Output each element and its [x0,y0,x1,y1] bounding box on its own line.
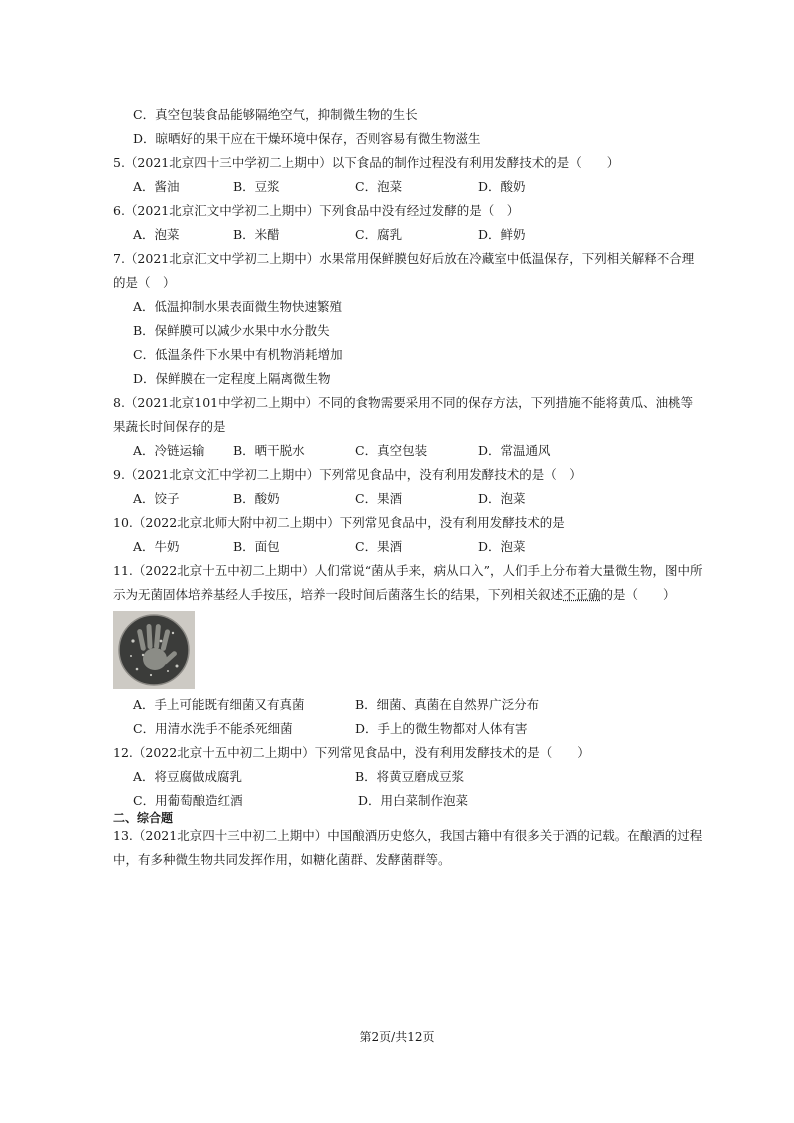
q11-option-b: B．细菌、真菌在自然界广泛分布 [355,697,540,712]
q10-option-b: B．面包 [233,539,280,554]
q8-option-b: B．晒干脱水 [233,443,305,458]
section-heading: 二、综合题 [113,811,174,825]
q10-option-c: C．果酒 [355,539,403,554]
q9-option-b: B．酸奶 [233,491,280,506]
q7-stem-line1: 7.（2021北京汇文中学初二上期中）水果常用保鲜膜包好后放在冷藏室中低温保存，下列相关解释不合理 [113,251,695,266]
q13-line2: 中，有多种微生物共同发挥作用，如糖化菌群、发酵菌群等。 [113,852,451,867]
q11-stem-text: 示为无菌固体培养基经人手按压，培养一段时间后菌落生长的结果，下列相关叙述 [113,587,564,602]
page-number: 第2页/共12页 [359,1030,435,1044]
q7-option-d: D．保鲜膜在一定程度上隔离微生物 [133,371,331,386]
q8-option-d: D．常温通风 [478,443,551,458]
q11-emphasis: 不正确 [563,587,601,602]
q12-option-a: A．将豆腐做成腐乳 [133,769,243,784]
q12-option-d: D．用白菜制作泡菜 [358,793,469,808]
q5-option-c: C．泡菜 [355,179,403,194]
q8-option-c: C．真空包装 [355,443,428,458]
handprint-culture-photo [113,611,195,689]
q5-option-b: B．豆浆 [233,179,280,194]
q9-option-c: C．果酒 [355,491,403,506]
q11-option-c: C．用清水洗手不能杀死细菌 [133,721,293,736]
q13-line1: 13.（2021北京四十三中初二上期中）中国酿酒历史悠久，我国古籍中有很多关于酒的记载。在酿酒的过程 [113,828,703,843]
q11-stem-line1: 11.（2022北京十五中初二上期中）人们常说“菌从手来，病从口入”，人们手上分布着大量微生物，图中所 [113,563,703,578]
q7-option-c: C．低温条件下水果中有机物消耗增加 [133,347,343,362]
q7-option-b: B．保鲜膜可以减少水果中水分散失 [133,323,330,338]
q6-option-d: D．鲜奶 [478,227,526,242]
q9-stem: 9.（2021北京文汇中学初二上期中）下列常见食品中，没有利用发酵技术的是（ ） [113,467,582,482]
q4-option-c: C．真空包装食品能够隔绝空气，抑制微生物的生长 [133,107,418,122]
q7-option-a: A．低温抑制水果表面微生物快速繁殖 [133,299,343,314]
q9-option-d: D．泡菜 [478,491,526,506]
q11-option-a: A．手上可能既有细菌又有真菌 [133,697,305,712]
q12-option-b: B．将黄豆磨成豆浆 [355,769,465,784]
q12-option-c: C．用葡萄酿造红酒 [133,793,243,808]
q11-stem-end: 的是（ ） [600,587,676,602]
q6-option-b: B．米醋 [233,227,280,242]
q5-option-d: D．酸奶 [478,179,526,194]
q8-option-a: A．冷链运输 [133,443,205,458]
q8-stem-line2: 果蔬长时间保存的是 [113,419,226,434]
q6-stem: 6.（2021北京汇文中学初二上期中）下列食品中没有经过发酵的是（ ） [113,203,520,218]
q12-stem: 12.（2022北京十五中初二上期中）下列常见食品中，没有利用发酵技术的是（ ） [113,745,590,760]
q11-option-d: D．手上的微生物都对人体有害 [355,721,528,736]
q6-option-a: A．泡菜 [133,227,180,242]
q10-option-a: A．牛奶 [133,539,180,554]
q8-stem-line1: 8.（2021北京101中学初二上期中）不同的食物需要采用不同的保存方法，下列措施不能将黄瓜、油桃等 [113,395,694,410]
q11-stem-line2 [113,587,676,603]
petri-dish-icon [113,611,195,689]
q4-option-d: D．晾晒好的果干应在干燥环境中保存，否则容易有微生物滋生 [133,131,481,146]
q10-option-d: D．泡菜 [478,539,526,554]
q7-stem-line2: 的是（ ） [113,275,176,290]
q9-option-a: A．饺子 [133,491,180,506]
q5-option-a: A．酱油 [133,179,180,194]
q6-option-c: C．腐乳 [355,227,403,242]
q5-stem: 5.（2021北京四十三中学初二上期中）以下食品的制作过程没有利用发酵技术的是（ ） [113,155,620,170]
q10-stem: 10.（2022北京北师大附中初二上期中）下列常见食品中，没有利用发酵技术的是 [113,515,565,530]
